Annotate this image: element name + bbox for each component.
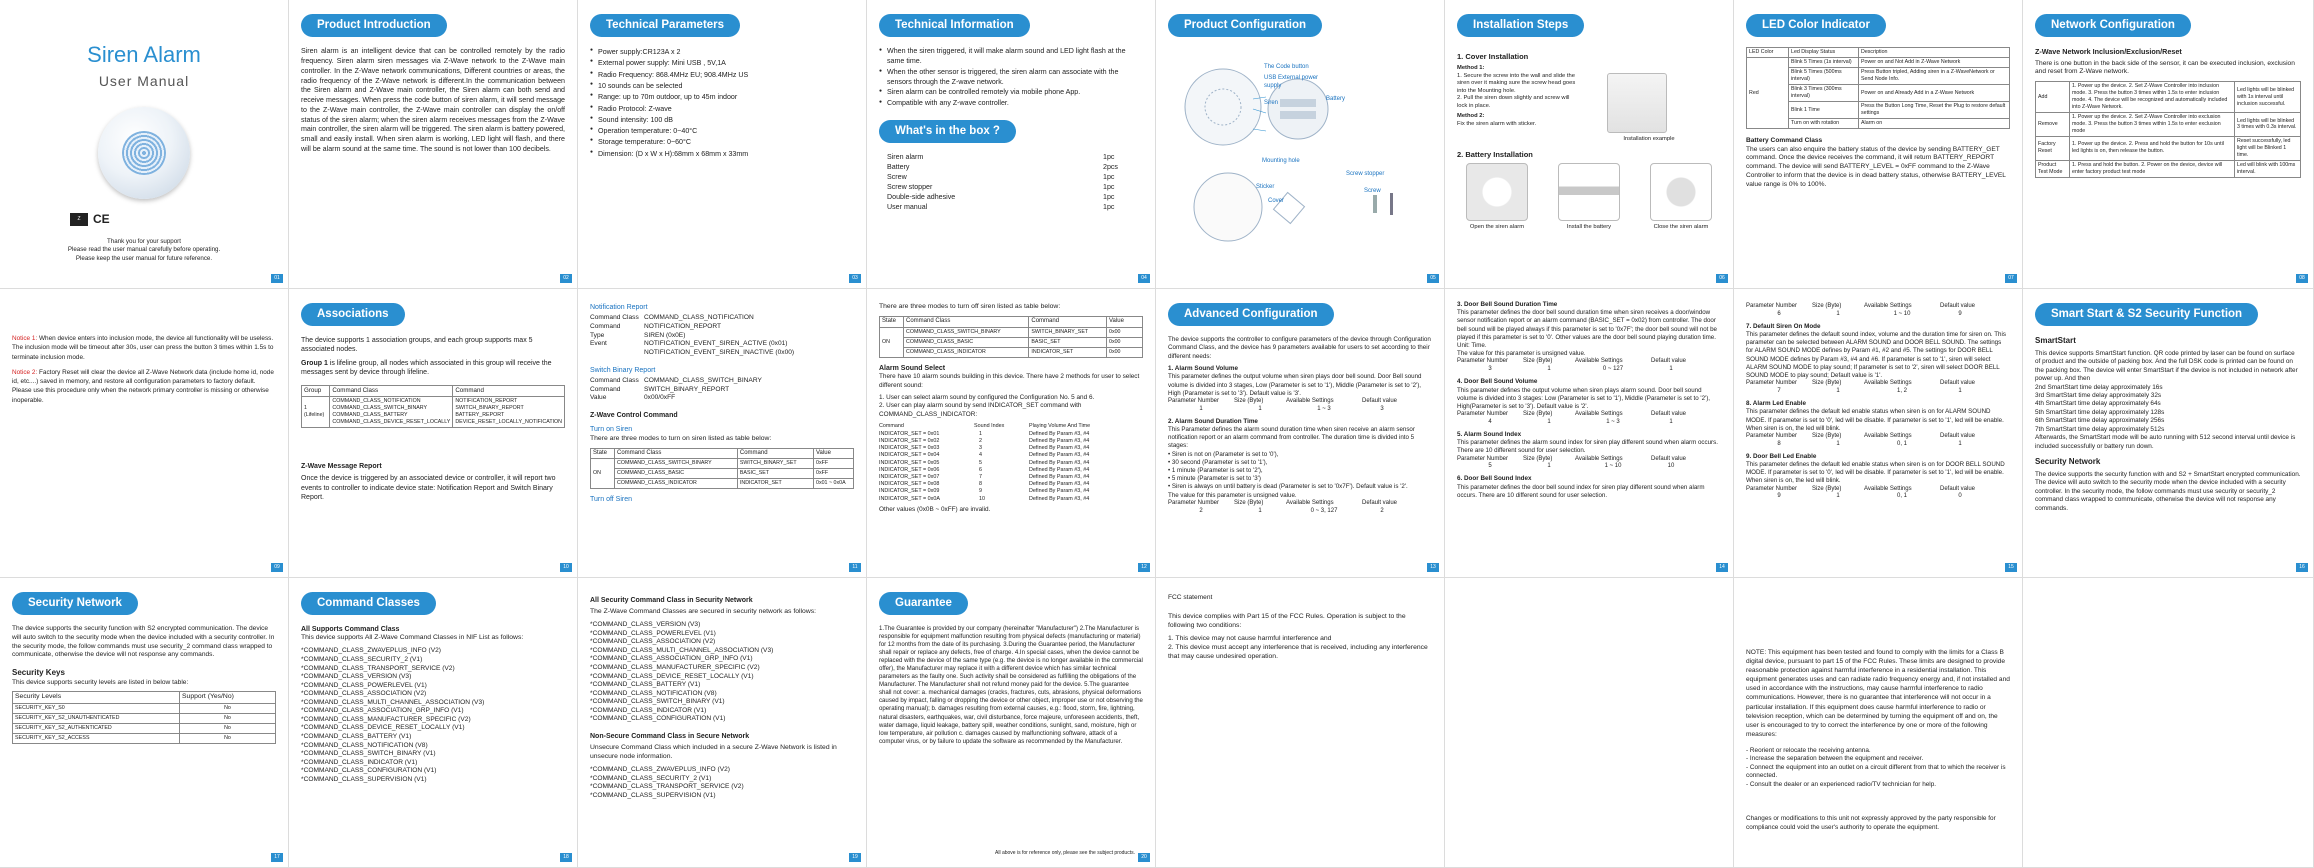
page-number: 17 [271,853,283,862]
tech-panel [578,0,867,289]
page-number: 05 [1427,274,1439,283]
table-row: INDICATOR_SET = 0x0A 10 Defined By Param #3, #4 [879,495,1090,502]
notice-2: Notice 2: Factory Reset will clear the device all Z-Wave Network data (include home id, node id, etc....) saved in memory, and restore all configuration parameters to factory default. Please use this procedure only when the network primary controller is missing or otherwise inoperable. [12,368,274,404]
table-row: Blink 1 Time Press the Button Long Time, Reset the Plug to restore default settings [1747,102,2010,119]
method2-step: Fix the siren alarm with sticker. [1457,120,1537,127]
param6-title: 6. Door Bell Sound Index [1457,475,1532,483]
param8-title: 8. Alarm Led Enable [1746,400,1806,408]
turn-off-table: State Command Class Command Value ON COMMAND_CLASS_SWITCH_BINARY SWITCH_BINARY_SET 0x00 COMMAND_CLASS_BASIC BASIC_SET 0x00 COMMAND_CLASS_INDICATOR INDICATOR_SET 0x00 [879,316,1143,358]
page-number: 04 [1138,274,1150,283]
turn-on-title: Turn on Siren [590,426,633,434]
page-number: 08 [2296,274,2308,283]
battery-cc-title: Battery Command Class [1746,137,1823,145]
assoc-text-1: The device supports 1 association groups, and each group supports max 5 associated nodes. [301,337,533,354]
param-values: 8 1 0, 1 1 [1777,440,1962,447]
techinfo-list [879,47,1143,109]
table-row: SECURITY_KEY_S2_AUTHENTICATED No [13,724,276,734]
smartstart-delay: 2nd SmartStart time delay approximately 16s [2035,383,2163,391]
guarantee-title: Guarantee [879,592,968,615]
param-header: Parameter Number Size (Byte) Available Settings Default value [1168,499,1398,506]
turn-on-text: There are three modes to turn on siren listed as table below: [590,434,772,442]
zwave-logo-icon: Z [70,213,88,226]
param-values: 4 1 1 ~ 3 1 [1488,419,1673,425]
param-header: Parameter Number Size (Byte) Available Settings Default value [1746,303,1976,309]
adv2-panel [1445,289,1734,578]
techinfo-item: ● Siren alarm can be controlled remotely via mobile phone App. [879,88,1143,98]
sound-other-note: Other values (0x0B ~ 0xFF) are invalid. [879,505,991,513]
table-row: INDICATOR_SET = 0x04 4 Defined By Param #3, #4 [879,452,1090,459]
page-number: 06 [1716,274,1728,283]
config-title: Product Configuration [1168,14,1322,37]
param-values: 9 1 0, 1 0 [1777,493,1962,500]
led-header: Description [1859,48,2010,58]
insert-battery-image [1558,163,1620,221]
table-row: COMMAND_CLASS_BASIC BASIC_SET 0x00 [880,337,1143,347]
table-row: COMMAND_CLASS_BASIC BASIC_SET 0xFF [591,469,854,479]
table-row: INDICATOR_SET = 0x07 7 Defined By Param #3, #4 [879,473,1090,480]
siren-grille-icon [122,131,166,175]
tech-item: ● Sound intensity: 100 dB [590,115,854,125]
netcfg-title: Network Configuration [2035,14,2191,37]
alarm-sound-text-1: There have 10 alarm sounds building in this device. There have 2 methods for user to select different sound: [879,373,1140,389]
fcc-title: FCC statement [1168,594,1213,601]
mount-base-image [1194,173,1262,241]
kv-row: Command NOTIFICATION_REPORT [590,322,722,330]
smart-panel [2023,289,2314,578]
screw-icon [1390,193,1393,215]
smartstart-delay: 7th SmartStart time delay approximately 512s [2035,425,2165,433]
smartstart-delay: 6th SmartStart time delay approximately 256s [2035,417,2165,425]
turn-off-text: There are three modes to turn off siren listed as table below: [879,303,1061,310]
security-keys-title: Security Keys [12,667,65,677]
battery-cc-text: The users can also enquire the battery status of the device by sending BATTERY_GET command. Once the device receives the command, it will return BATTERY_REPORT command. The device will send BATTERY_LEVEL = 0xFF command to the Z-Wave Controller to inform that the device is in dead battery status, otherwise BATTERY_LEVEL value range is 0% to 100%. [1746,145,2006,188]
intro-text: Siren alarm is an intelligent device that can be controlled remotely by the radio frequency. Siren alarm siren messages via Z-Wave network to the Z-Wave main controller. In the Z-Wave network communications, Different countries or areas, the radio frequency of the Z-Wave network is different.In the communication between the Siren alarm and Z-Wave main controller, the Siren alarm can both send and receive messages. When press the code button of siren alarm, it will send message to the Z-Wave main controller, the Z-Wave main controller can display the on/off status of the siren alarm; when the siren alarm receives messages from the Z-Wave main controller, the siren alarm will be triggered. The siren alarm is battery powered, small and easily install. When siren alarm is working, LED light will flash, and there will be alarm sound at the same time. The sound is not lower than 100 decibels. [301,47,565,153]
box-item: User manual 1pc [887,202,1115,211]
tech-title: Technical Parameters [590,14,740,37]
param2-option: • 1 minute (Parameter is set to '2'), [1168,466,1263,474]
table-row: INDICATOR_SET = 0x03 3 Defined By Param #3, #4 [879,445,1090,452]
insert-caption: Install the battery [1566,223,1612,230]
adv-title: Advanced Configuration [1168,303,1334,326]
param-header: Parameter Number Size (Byte) Available Settings Default value [1457,455,1687,462]
cmds-text: This device supports All Z-Wave Command Classes in NIF List as follows: [301,634,524,642]
page-number: 12 [1138,563,1150,572]
nonsecure-title: Non-Secure Command Class in Secure Network [590,732,750,740]
adv3-panel [1734,289,2023,578]
cover-panel [0,0,289,289]
table-row: INDICATOR_SET = 0x02 2 Defined By Param #3, #4 [879,437,1090,444]
page-number: 20 [1138,853,1150,862]
seccmds-list: *COMMAND_CLASS_VERSION (V3) *COMMAND_CLASS_POWERLEVEL (V1) *COMMAND_CLASS_ASSOCIATION (V2) *COMMAND_CLASS_MULTI_CHANNEL_ASSOCIATION (V3) *COMMAND_CLASS_ASSOCIATION_GRP_INFO (V1) *COMMAND_CLASS_MANUFACTURER_SPECIFIC (V2) *COMMAND_CLASS_DEVICE_RESET_LOCALLY (V1) *COMMAND_CLASS_BATTERY (V1) *COMMAND_CLASS_NOTIFICATION (V8) *COMMAND_CLASS_SWITCH_BINARY (V1) *COMMAND_CLASS_INDICATOR (V1) *COMMAND_CLASS_CONFIGURATION (V1) [590,621,774,723]
nonsecure-text: Unsecure Command Class which included in a secure Z-Wave Network is listed in unsecure node information. [590,744,837,761]
nonsecure-list: *COMMAND_CLASS_ZWAVEPLUS_INFO (V2) *COMMAND_CLASS_SECURITY_2 (V1) *COMMAND_CLASS_TRANSPORT_SERVICE (V2) *COMMAND_CLASS_SUPERVISION (V1) [590,766,744,799]
install-title: Installation Steps [1457,14,1584,37]
turn-on-table: State Command Class Command Value ON COMMAND_CLASS_SWITCH_BINARY SWITCH_BINARY_SET 0xFF COMMAND_CLASS_BASIC BASIC_SET 0xFF COMMAND_CLASS_INDICATOR INDICATOR_SET 0x01 ~ 0x0A [590,448,854,490]
security-keys-table: Security Levels Support (Yes/No) SECURITY_KEY_S0 No SECURITY_KEY_S2_UNAUTHENTICATED No SECURITY_KEY_S2_AUTHENTICATED No SECURITY_KEY_S2_ACCESS No [12,691,276,744]
param9-title: 9. Door Bell Led Enable [1746,452,1817,460]
label-battery: Battery [1326,96,1346,102]
page-number: 13 [1427,563,1439,572]
battery-slot-icon [1280,111,1316,119]
kv-row: Type SIREN (0x0E) [590,331,686,339]
page-number: 03 [849,274,861,283]
box-item: Screw stopper 1pc [887,182,1115,191]
alarm-sound-text-3: 2. User can play alarm sound by send INDICATOR_SET command with COMMAND_CLASS_INDICATOR: [879,402,1082,418]
kv-row: Command Class COMMAND_CLASS_SWITCH_BINARY [590,376,762,384]
intro-panel [289,0,578,289]
install-example-image [1607,73,1667,133]
secnet-text: The device supports the security function with S2 encrypted communication. The device will auto switch to the security mode when the device included with a security controller. In the security mode, the follow commands must use security_2 command class wrapped to communicate, otherwise the device will not response any commands. [12,625,275,659]
box-item: Siren alarm 1pc [887,153,1115,162]
page-number: 14 [1716,563,1728,572]
param-values: 5 1 1 ~ 10 10 [1488,463,1675,470]
intro-title: Product Introduction [301,14,447,37]
battery-slot-icon [1280,99,1316,107]
param2-option: • Siren is not on (Parameter is set to '0'), [1168,450,1279,458]
table-row: Red Blink 5 Times (1s interval) Power on and Not Add in Z-Wave Network [1747,58,2010,68]
table-row: INDICATOR_SET = 0x09 9 Defined By Param #3, #4 [879,488,1090,495]
cmds-list: *COMMAND_CLASS_ZWAVEPLUS_INFO (V2) *COMMAND_CLASS_SECURITY_2 (V1) *COMMAND_CLASS_TRANSPORT_SERVICE (V2) *COMMAND_CLASS_VERSION (V3) *COMMAND_CLASS_POWERLEVEL (V1) *COMMAND_CLASS_ASSOCIATION (V2) *COMMAND_CLASS_MULTI_CHANNEL_ASSOCIATION (V3) *COMMAND_CLASS_ASSOCIATION_GRP_INFO (V1) *COMMAND_CLASS_MANUFACTURER_SPECIFIC (V2) *COMMAND_CLASS_DEVICE_RESET_LOCALLY (V1) *COMMAND_CLASS_BATTERY (V1) *COMMAND_CLASS_NOTIFICATION (V8) *COMMAND_CLASS_SWITCH_BINARY (V1) *COMMAND_CLASS_INDICATOR (V1) *COMMAND_CLASS_CONFIGURATION (V1) *COMMAND_CLASS_SUPERVISION (V1) [301,647,485,783]
fcc-note-text: NOTE: This equipment has been tested and found to comply with the limits for a Class B digital device, pursuant to part 15 of the FCC Rules. These limits are designed to provide reasonable protection against harmful interference in a residential installation. This equipment generates uses and can radiate radio frequency energy and, if not installed and used in accordance with the instructions, may cause harmful interference to radio communications. However, there is no guarantee that interference will not occur in a particular installation. If this equipment does cause harmful interference to radio or television reception, which can be determined by turning the equipment off and on, the user is encouraged to try to correct the interference by one or more of the following measures: [1746,649,2010,738]
param9-text: This parameter defines the default led enable status when siren is on for DOOR BELL SOUND MODE. If parameter is set to '0', led will be disable. If parameter is set to '1', led will be enable. When siren is on, the led will blink. [1746,461,2005,485]
param2-title: 2. Alarm Sound Duration Time [1168,417,1258,425]
adv-panel [1156,289,1445,578]
table-row: INDICATOR_SET = 0x08 8 Defined By Param #3, #4 [879,481,1090,488]
alarm-sound-title: Alarm Sound Select [879,364,946,372]
cmds-title: Command Classes [301,592,436,615]
open-siren-image [1466,163,1528,221]
page-number: 19 [849,853,861,862]
label-mounting-hole: Mounting hole [1262,158,1300,164]
param-values: 1 1 1 ~ 3 3 [1199,405,1384,412]
param3-title: 3. Door Bell Sound Duration Time [1457,301,1558,308]
table-row: ON COMMAND_CLASS_SWITCH_BINARY SWITCH_BINARY_SET 0x00 [880,327,1143,337]
param-values: 6 1 1 ~ 10 9 [1777,310,1962,317]
secnet-panel [0,578,289,868]
fcc-panel [1156,578,1445,868]
fcc-condition-1: 1. This device may not cause harmful interference and [1168,634,1332,642]
param6-text: This parameter defines the door bell sound index for siren play different sound when alarm occurs. There are 10 different sound for user selection. [1457,483,1705,499]
cover-install-heading: 1. Cover Installation [1457,52,1529,62]
box-item: Screw 1pc [887,172,1115,181]
notif-report-title: Notification Report [590,304,648,311]
alarm-sound-text-2: 1. User can select alarm sound by configured the Configuration No. 5 and 6. [879,393,1095,401]
cmds-subtitle: All Supports Command Class [301,626,400,634]
notif-panel [578,289,867,578]
open-caption: Open the siren alarm [1469,223,1525,230]
assoc-panel [289,289,578,578]
led-panel [1734,0,2023,289]
fcc-measure: - Increase the separation between the equipment and receiver. [1746,755,1924,763]
tech-item: ● Radio Frequency: 868.4MHz EU; 908.4MHz US [590,70,854,80]
label-screw-stopper: Screw stopper [1346,171,1385,177]
param3-value-note: The value for this parameter is unsigned value. [1457,350,1586,358]
tech-item: ● Operation temperature: 0~40°C [590,126,854,136]
page-number: 07 [2005,274,2017,283]
page-number: 11 [849,563,861,572]
param2-value-note: The value for this parameter is unsigned value. [1168,491,1297,499]
notice-panel [0,289,289,578]
table-row: SECURITY_KEY_S2_ACCESS No [13,734,276,744]
table-row: Factory Reset 1. Power up the device. 2. Press and hold the button for 10s until led lights is on, then release the button. Reset successfully, led light will be Blinked 1 time. [2036,136,2301,160]
param4-text: This parameter defines the output volume when siren plays alarm sound. Door bell sound volume is divided into 3 stages: Low (Parameter is set to '1'), Middle (Parameter is set to '2'), High(Parameter is set to '3'). Default value is '2'. [1457,386,1711,410]
table-row: SECURITY_KEY_S2_UNAUTHENTICATED No [13,714,276,724]
netcfg-subtitle: Z-Wave Network Inclusion/Exclusion/Reset [2035,47,2182,57]
ce-mark-icon: CE [93,211,110,226]
netcfg-table [2035,81,2301,178]
secnet-title: Security Network [12,592,138,615]
param7-title: 7. Default Siren On Mode [1746,322,1821,330]
param-values: 2 1 0 ~ 3, 127 2 [1199,507,1384,514]
page-number: 01 [271,274,283,283]
techinfo-title: Technical Information [879,14,1030,37]
cover-read: Please read the user manual carefully before operating. [67,246,221,254]
fcc-measure: - Connect the equipment into an outlet on a circuit different from that to which the receiver is connected. [1746,763,2006,780]
fcc-measure: - Consult the dealer or an experienced radio/TV technician for help. [1746,780,1937,788]
param8-text: This parameter defines the default led enable status when siren is on for ALARM SOUND MODE. If parameter is set to '0', led will be disable. If parameter is set to '1', led will be enable. When siren is on, the led will blink. [1746,408,2004,432]
close-siren-image [1650,163,1712,221]
label-cover: Cover [1268,198,1285,204]
param-header: Parameter Number Size (Byte) Available Settings Default value [1457,411,1687,418]
tech-item: ● External power supply: Mini USB , 5V,1A [590,58,854,68]
method1-step1: 1. Secure the screw into the wall and slide the siren over it making sure the screw head goes into the Mounting hole. [1457,72,1576,94]
siren-front-image [1185,69,1261,145]
table-row: Add 1. Power up the device. 2. Set Z-Wave Controller into inclusion mode. 3. Press the button 3 times within 1.5s to enter inclusion mode. 4. The device will be recognized and automatically included into Z-Wave Network. Led lights will be blinked with 1s interval until inclusion successful. [2036,82,2301,113]
techinfo-item: ● Compatible with any Z-wave controller. [879,99,1143,109]
fcc-text: This device complies with Part 15 of the FCC Rules. Operation is subject to the following two conditions: [1168,612,1406,629]
security-network-title: Security Network [2035,457,2101,467]
param1-text: This parameter defines the output volume when siren plays door bell sound. Door Bell sound volume is divided into 3 stages, Low (Parameter is set to '1'), Middle (Parameter is set to '2'), High (Parameter is set to '3'). Default value is '3'. [1168,373,1422,397]
page-number: 18 [560,853,572,862]
table-row: Blink 3 Times (300ms interval) Power on and Already Add in a Z-Wave Network [1747,85,2010,102]
page-number: 02 [560,274,572,283]
kv-row: NOTIFICATION_EVENT_SIREN_INACTIVE (0x00) [644,349,795,357]
param2-option: • 30 second (Parameter is set to '1'), [1168,458,1268,466]
param-values: 7 1 1, 2 1 [1777,388,1962,395]
alarm-sound-panel [867,289,1156,578]
cmds-panel [289,578,578,868]
smartstart-title: SmartStart [2035,336,2076,346]
tech-item: ● Power supply:CR123A x 2 [590,47,854,57]
seccmds-title: All Security Command Class in Security Network [590,597,753,604]
cover-subtitle: User Manual [98,73,190,90]
table-row: Product Test Mode 1. Press and hold the button. 2. Power on the device, device will enter factory product test mode Led will blink with 100ms interval. [2036,160,2301,177]
smartstart-delay: 3rd SmartStart time delay approximately 32s [2035,391,2162,399]
page-number: 10 [560,563,572,572]
param-values: 3 1 0 ~ 127 1 [1488,366,1673,373]
smartstart-end: Afterwards, the SmartStart mode will be auto running with 512 second interval until device is included successfully or battery run down. [2035,434,2296,450]
param2-option: • Siren is always on until battery is dead (Parameter is set to '0x7F'). Default value is '2'. [1168,483,1408,491]
tech-item: ● Radio Protocol: Z-wave [590,104,854,114]
param-header: Parameter Number Size (Byte) Available Settings Default value [1746,432,1976,439]
techinfo-panel [867,0,1156,289]
msg-report-title: Z-Wave Message Report [301,463,382,471]
adv-intro: The device supports the controller to configure parameters of the device through Configuration Command Class, and the device has 9 parameters available for users to set according to their different needs: [1168,336,1431,360]
box-item: Double-side adhesive 1pc [887,192,1115,201]
label-screw: Screw [1364,188,1381,194]
page-number: 15 [2005,563,2017,572]
tech-item: ● Range: up to 70m outdoor, up to 45m indoor [590,92,854,102]
param7-text: This parameter defines the default sound index, volume and the duration time for siren on. This parameter can be selected between ALARM SOUND and DOOR BELL SOUND. The settings for ALARM SOUND MODE defines by Param #1, #2 and #5. The settings for DOOR BELL SOUND MODE defines by Param #3, #4 and #6. If parameter is set to '1', siren will select ALARM SOUND MODE to play sound; If parameter is set to '2', siren will select DOOR BELL SOUND MODE to play sound; Default value is '1'. [1746,331,2006,380]
table-row: INDICATOR_SET = 0x06 6 Defined By Param #3, #4 [879,466,1090,473]
blank-panel [2023,578,2314,868]
cover-keep: Please keep the user manual for future reference. [75,254,213,262]
seccmds-panel [578,578,867,868]
param-header: Parameter Number Size (Byte) Available Settings Default value [1746,380,1976,387]
kv-row: Command Class COMMAND_CLASS_NOTIFICATION [590,314,754,322]
install-panel [1445,0,1734,289]
page-number: 09 [271,563,283,572]
security-keys-text: This device supports security levels are listed in below table: [12,678,189,686]
fcc-measure: - Reorient or relocate the receiving antenna. [1746,746,1871,754]
netcfg-panel [2023,0,2314,289]
table-row: COMMAND_CLASS_INDICATOR INDICATOR_SET 0x00 [880,347,1143,357]
tech-list [590,47,854,159]
screw-stopper-icon [1373,195,1377,213]
sound-table: Command Sound Index Playing Volume And Time INDICATOR_SET = 0x01 1 Defined By Param #3, #4 INDICATOR_SET = 0x02 2 Defined By Param #3, #4 INDICATOR_SET = 0x03 3 Defined By Param #3, #4 INDICATOR_SET = 0x04 4 Defined By Param #3, #4 INDICATOR_SET = 0x05 5 Defined By Param #3, #4 INDICATOR_SET = 0x06 6 Defined By Param #3, #4 INDICATOR_SET = 0x07 7 Defined By Param #3, #4 INDICATOR_SET = 0x08 8 Defined By Param #3, #4 INDICATOR_SET = 0x09 9 Defined By Param #3, #4 INDICATOR_SET = 0x0A 10 Defined By Param #3, #4 [879,423,1143,503]
seccmds-text: The Z-Wave Command Classes are secured in security network as follows: [590,608,817,616]
label-siren: Siren [1264,100,1279,106]
guarantee-text: 1.The Guarantee is provided by our company (hereinafter "Manufacturer") 2.The Manufacturer is responsible for equipment malfunction resulting from physical defects (manufacturing or material) for 12 months from the date of its purchasing. 3.During the Guarantee period, the Manufacturer shall repair or replace any defects, free of charge. 4.In special cases, when the device cannot be replaced with the device of the same type (e.g. the device is no longer available in the commercial offer), the Manufacturer may replace it with a different device which has similar technical parameters as the faulty one. Such activity shall be considered as fulfilling the obligations of the Manufacturer. The Manufacturer shall not refund money paid for the device. 5.The guarantee shall not cover: a. mechanical damages (cracks, fractures, cuts, abrasions, physical deformations caused by impact, falling or dropping the device or other object, improper use or not observing the operating manual); b. damages resulting from external causes, e.g.: flood, storm, fire, lightning, natural disasters, earthquakes, war, civil disturbance, force majeure, unforeseen accidents, theft, water damage, liquid leakage, battery spill, weather conditions, sunlight, sand, moisture, high or low temperature, air pollution c. damages caused by malfunctioning software, attack of a computer virus, or by failure to update the software as recommended by the Manufacturer. [879,625,1143,745]
smart-title: Smart Start & S2 Security Function [2035,303,2258,326]
cover-title: Siren Alarm [87,42,201,67]
guarantee-footer: All above is for reference only, please see the subject products. [995,850,1135,857]
box-list [879,153,1143,213]
param5-text: This parameter defines the alarm sound index for siren play different sound when alarm occurs. There are 10 different sound for user selection. [1457,439,1718,455]
assoc-table: Group Command Class Command 1 (Lifeline) COMMAND_CLASS_NOTIFICATION COMMAND_CLASS_SWITCH_BINARY COMMAND_CLASS_BATTERY COMMAND_CLASS_DEVICE_RESET_LOCALLY NOTIFICATION_REPORT SWITCH_BINARY_REPORT BATTERY_REPORT DEVICE_RESET_LOCALLY_NOTIFICATION [301,385,565,428]
turn-off-title: Turn off Siren [590,496,633,504]
guarantee-panel [867,578,1156,868]
label-usb: USB External power supply [1264,75,1319,89]
led-table [1746,47,2010,129]
fcc-condition-2: 2. This device must accept any interference that is received, including any interference that may cause undesired operation. [1168,643,1428,660]
label-sticker: Sticker [1256,184,1275,190]
smartstart-delay: 4th SmartStart time delay approximately 64s [2035,400,2161,408]
page-number: 16 [2296,563,2308,572]
table-row: Turn on with rotation Alarm on [1747,119,2010,129]
method1-label: Method 1: [1457,65,1485,72]
close-caption: Close the siren alarm [1653,223,1709,230]
notice-1: Notice 1: When device enters into inclusion mode, the device all functionality will be useless. The inclusion mode will be timeout after 30s, user can press the button 3 times within 1.5s to terminate inclusion mode. [12,335,274,361]
assoc-text-2: Group 1 is lifeline group, all nodes which associated in this group will receive the messages sent by device through lifeline. [301,359,552,376]
techinfo-item: ● When the siren triggered, it will make alarm sound and LED light flash at the same time. [879,47,1143,67]
led-title: LED Color Indicator [1746,14,1886,37]
smartstart-text: This device supports SmartStart function. QR code printed by laser can be found on surface of product and the outside of packing box. And the full DSK code is printed can be found on the packing box. The device will enter SmartStart if the device is not included in network after power up. And then [2035,349,2298,383]
netcfg-intro: There is one button in the back side of the sensor, it can be executed inclusion, exclusion and reset from Z-Wave network. [2035,59,2295,76]
fcc-changes-text: Changes or modifications to this unit not expressly approved by the party responsible for compliance could void the user's authority to operate the equipment. [1746,815,1996,831]
tech-item: ● 10 sounds can be selected [590,81,854,91]
table-row: Blink 5 Times (500ms interval) Press Button tripled, Adding siren in a Z-WaveNetwork or Send Node Info. [1747,68,2010,85]
kv-row: Command SWITCH_BINARY_REPORT [590,385,730,393]
box-title: What's in the box ? [879,120,1016,143]
msg-report-text: Once the device is triggered by an associated device or controller, it will report two events to controller to indicate device state: Notification Report and Switch Binary Report. [301,475,556,501]
param-header: Parameter Number Size (Byte) Available Settings Default value [1746,485,1976,492]
led-color-cell: Red [1747,58,1789,129]
siren-device-image [98,107,190,199]
table-row: Remove 1. Power up the device. 2. Set Z-Wave Controller into exclusion mode. 3. Press the button 3 times within 1.5s to enter exclusion mode Led lights will be blinked 3 times with 0.3s interval. [2036,113,2301,137]
box-item: Battery 2pcs [887,162,1118,171]
security-network-text: The device supports the security function with and S2 + SmartStart encrypted communication. The device will auto switch to the security mode when the device included with a security controller. In the security mode, the follow commands must use security or security_2 command class wrapped to communicate, otherwise the device will not response any commands. [2035,470,2301,512]
led-header: Led Display Status [1789,48,1859,58]
param2-text: This Parameter defines the alarm sound duration time when siren receive an alarm sensor notification report or an alarm command from controller. The duration time is divided into 5 stages: [1168,426,1415,450]
table-row: SECURITY_KEY_S0 No [13,704,276,714]
install-example-caption: Installation example [1623,136,1675,143]
param2-option: • 5 minute (Parameter is set to '3') [1168,475,1261,483]
table-row: 1 (Lifeline) COMMAND_CLASS_NOTIFICATION COMMAND_CLASS_SWITCH_BINARY COMMAND_CLASS_BATTERY COMMAND_CLASS_DEVICE_RESET_LOCALLY NOTIFICATION_REPORT SWITCH_BINARY_REPORT BATTERY_REPORT DEVICE_RESET_LOCALLY_NOTIFICATION [302,397,565,428]
cover-thanks: Thank you for your support [107,237,181,245]
param-header: Parameter Number Size (Byte) Available Settings Default value [1457,358,1687,365]
led-header: LED Color [1747,48,1789,58]
table-row: INDICATOR_SET = 0x05 5 Defined By Param #3, #4 [879,459,1090,466]
kv-row: Value 0x00/0xFF [590,394,676,402]
config-panel [1156,0,1445,289]
table-row: COMMAND_CLASS_INDICATOR INDICATOR_SET 0x01 ~ 0x0A [591,479,854,489]
blank-panel [1445,578,1734,868]
smartstart-delay: 5th SmartStart time delay approximately 128s [2035,408,2165,416]
param3-text: This parameter defines the door bell sound duration time when siren receives a door/window sensor notification report or an alarm command (BASIC_SET = 0x02) from controller. The door bell sound will be played always if this parameter is set to '0x7F'; the door bell sound will not be played if this parameter is set to '0'. Other values are the door bell sound playing duration time. Unit: Time. [1457,309,1717,350]
label-code-button: The Code button [1264,64,1309,70]
param-header: Parameter Number Size (Byte) Available Settings Default value [1168,397,1398,404]
fcc-note-panel [1734,578,2023,868]
cert-logos [70,213,276,226]
tech-item: ● Dimension: (D x W x H):68mm x 68mm x 33mm [590,149,854,159]
param5-title: 5. Alarm Sound Index [1457,430,1522,438]
assoc-title: Associations [301,303,405,326]
control-title: Z-Wave Control Command [590,412,678,420]
kv-row: Event NOTIFICATION_EVENT_SIREN_ACTIVE (0x01) [590,340,788,348]
table-row: INDICATOR_SET = 0x01 1 Defined By Param #3, #4 [879,430,1090,437]
table-row: ON COMMAND_CLASS_SWITCH_BINARY SWITCH_BINARY_SET 0xFF [591,459,854,469]
method1-step2: 2. Pull the siren down slightly and screw will lock in place. [1457,95,1570,109]
param1-title: 1. Alarm Sound Volume [1168,365,1238,373]
tech-item: ● Storage temperature: 0~60°C [590,137,854,147]
battery-install-heading: 2. Battery Installation [1457,149,1533,159]
techinfo-item: ● When the other sensor is triggered, the siren alarm can associate with the sensors through the Z-wave network. [879,68,1143,88]
method2-label: Method 2: [1457,113,1485,120]
switch-report-title: Switch Binary Report [590,366,656,374]
param4-title: 4. Door Bell Sound Volume [1457,378,1538,386]
